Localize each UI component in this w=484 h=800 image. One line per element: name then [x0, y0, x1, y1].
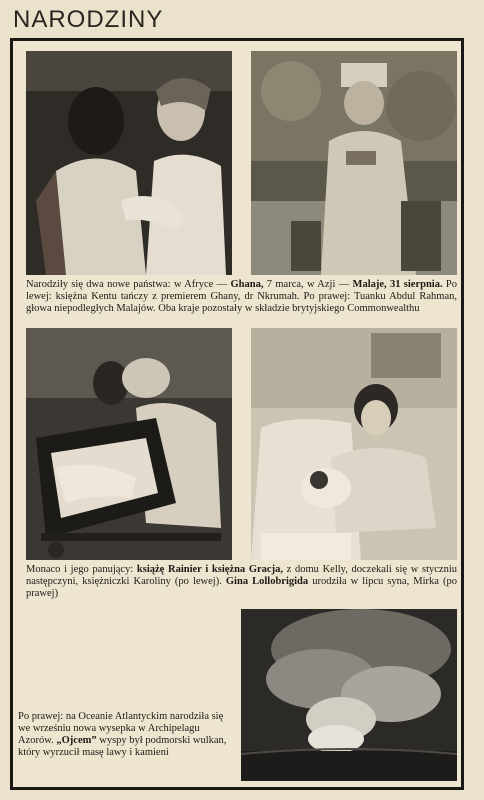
photo-azores-volcano — [241, 609, 457, 781]
caption-new-states — [26, 279, 457, 315]
photo-monaco-cradle — [26, 328, 232, 560]
kentu-nkrumah-photo-icon — [26, 51, 232, 275]
tuanku-abdul-rahman-photo-icon — [251, 51, 457, 275]
photo-lollobrigida-baby — [251, 328, 457, 560]
photo-malaya-ruler — [251, 51, 457, 275]
caption-text: urodziła w lipcu syna, Mirka (po prawej) — [26, 576, 457, 599]
page-title: NARODZINY — [13, 6, 164, 33]
caption-monaco — [26, 564, 457, 600]
photo-ghana-dance — [26, 51, 232, 275]
caption-volcano — [18, 711, 228, 759]
volcano-eruption-photo-icon — [241, 609, 457, 781]
caption-text: 7 marca, w Azji — — [263, 279, 353, 290]
caption-bold: Ghana, — [230, 279, 264, 290]
lollobrigida-baby-photo-icon — [251, 328, 457, 560]
caption-text: Narodziły się dwa nowe państwa: w Afryce — — [26, 279, 231, 290]
rainier-grace-cradle-photo-icon — [26, 328, 232, 560]
caption-bold: Gina Lollobrigida — [225, 576, 309, 587]
caption-text: Monaco i jego panujący: — [26, 564, 137, 575]
caption-text: Po prawej: na Oceanie Atlantyckim narodziła się we wrześniu nowa wysepka w Archipelagu Azorów. — [18, 711, 224, 746]
article-frame — [10, 38, 464, 790]
caption-text: wyspy był podmorski wulkan, który wyrzucił masę lawy i kamieni — [18, 735, 227, 758]
caption-bold: Malaje, 31 sierpnia. — [352, 279, 443, 290]
caption-bold: „Ojcem” — [56, 735, 97, 746]
caption-text: z domu Kelly, doczekali się w styczniu następczyni, księżniczki Karoliny (po lewej). — [26, 564, 458, 587]
caption-bold: książę Rainier i księżna Gracja, — [136, 564, 283, 575]
caption-text: Po lewej: księżna Kentu tańczy z premierem Ghany, dr Nkrumah. Po prawej: Tuanku Abdul Rahman, głowa niepodległych Malajów. Oba kraje pozostały w składzie brytyjskiego Commonwealthu — [26, 279, 458, 314]
